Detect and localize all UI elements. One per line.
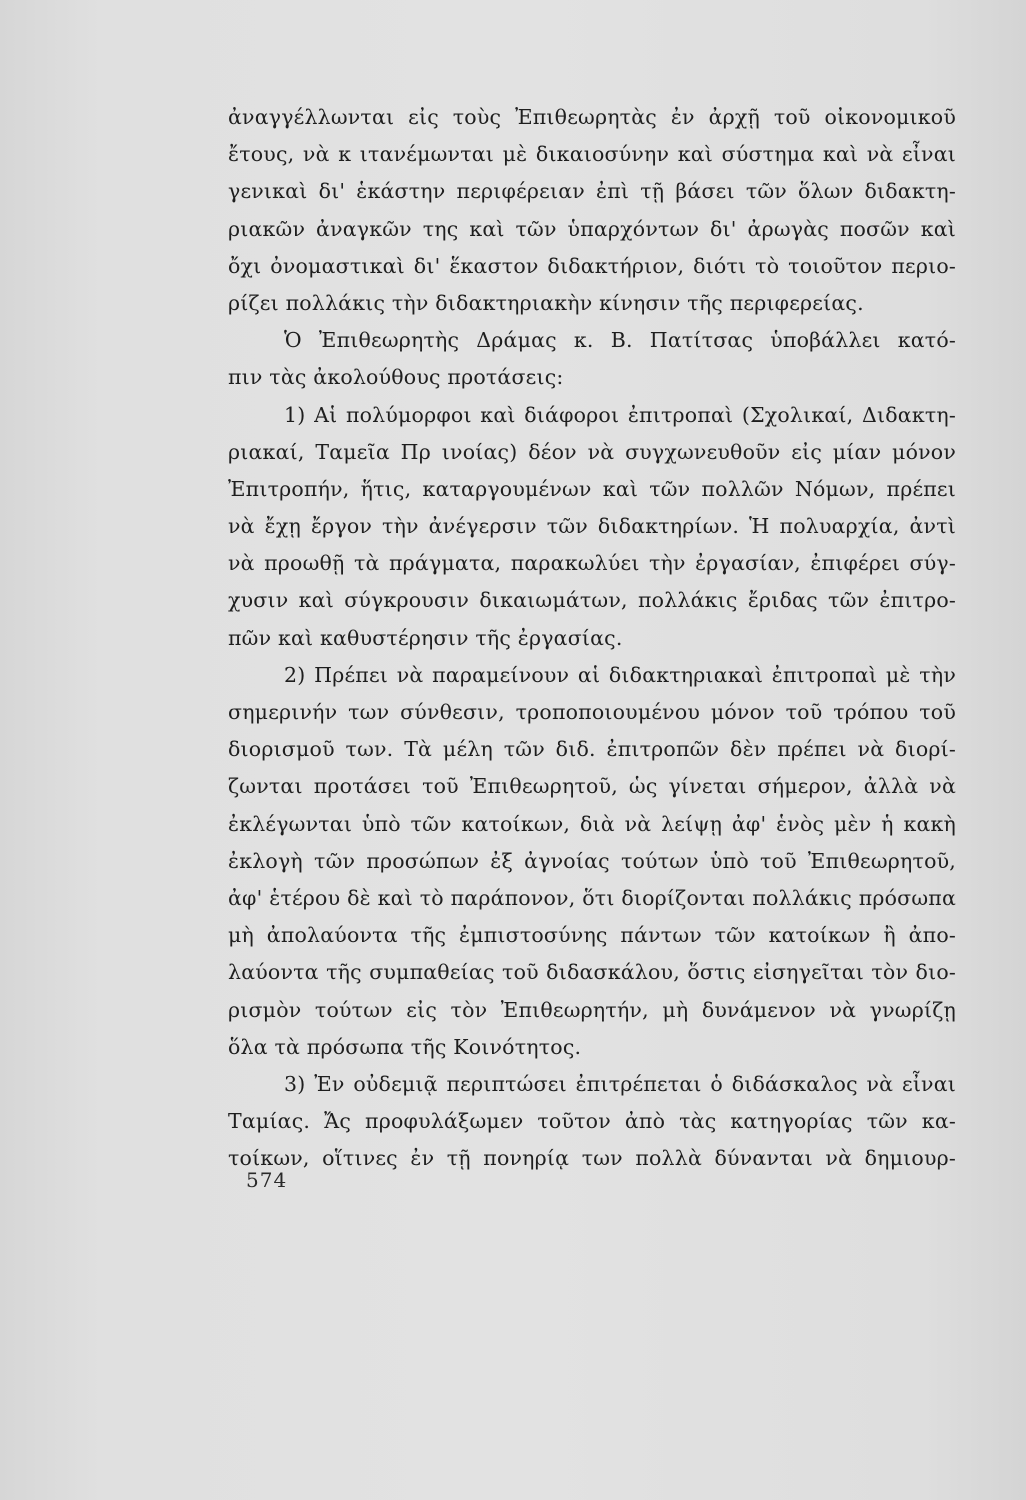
text-line: ὄχι ὀνομαστικαὶ δι' ἕκαστον διδακτήριον, διότι τὸ τοιοῦτον περιο- <box>228 253 956 278</box>
text-line: ἐκλέγωνται ὑπὸ τῶν κατοίκων, διὰ νὰ λείψῃ ἀφ' ἑνὸς μὲν ἡ κακὴ <box>228 811 956 836</box>
text-line: ριακαί, Ταμεῖα Πρ ινοίας) δέον νὰ συγχωνευθοῦν εἰς μίαν μόνον <box>228 439 956 464</box>
text-line: ἔτους, νὰ κ ιτανέμωνται μὲ δικαιοσύνην καὶ σύστημα καὶ νὰ εἶναι <box>228 142 956 167</box>
text-line: σημερινήν των σύνθεσιν, τροποποιουμένου μόνον τοῦ τρόπου τοῦ <box>228 700 956 724</box>
text-line: νὰ προωθῇ τὰ πράγματα, παρακωλύει τὴν ἐργασίαν, ἐπιφέρει σύγ- <box>228 551 956 576</box>
page-number: 574 <box>246 1168 288 1192</box>
text-line: διορισμοῦ των. Τὰ μέλη τῶν διδ. ἐπιτροπῶν δὲν πρέπει νὰ διορί- <box>228 737 956 762</box>
text-line: ὅλα τὰ πρόσωπα τῆς Κοινότητος. <box>228 1034 582 1059</box>
text-line: πιν τὰς ἀκολούθους προτάσεις: <box>228 365 564 390</box>
text-line: Ὁ Ἐπιθεωρητὴς Δράμας κ. Β. Πατίτσας ὑποβάλλει κατό- <box>284 328 956 353</box>
text-line: ἀφ' ἑτέρου δὲ καὶ τὸ παράπονον, ὅτι διορίζονται πολλάκις πρόσωπα <box>228 885 956 910</box>
text-line: 3) Ἐν οὐδεμιᾷ περιπτώσει ἐπιτρέπεται ὁ διδάσκαλος νὰ εἶναι <box>284 1071 956 1096</box>
text-line: 2) Πρέπει νὰ παραμείνουν αἱ διδακτηριακαὶ ἐπιτροπαὶ μὲ τὴν <box>284 662 956 687</box>
text-line: νὰ ἔχῃ ἔργον τὴν ἀνέγερσιν τῶν διδακτηρίων. Ἡ πολυαρχία, ἀντὶ <box>228 514 956 539</box>
text-line: μὴ ἀπολαύοντα τῆς ἐμπιστοσύνης πάντων τῶν κατοίκων ἢ ἀπο- <box>228 923 956 948</box>
text-line: Ἐπιτροπήν, ἥτις, καταργουμένων καὶ τῶν πολλῶν Νόμων, πρέπει <box>228 476 956 501</box>
text-line: πῶν καὶ καθυστέρησιν τῆς ἐργασίας. <box>228 625 623 650</box>
text-line: ρίζει πολλάκις τὴν διδακτηριακὴν κίνησιν τῆς περιφερείας. <box>228 290 864 315</box>
text-line: γενικαὶ δι' ἑκάστην περιφέρειαν ἐπὶ τῇ βάσει τῶν ὅλων διδακτη- <box>228 179 956 204</box>
text-line: ἀναγγέλλωνται εἰς τοὺς Ἐπιθεωρητὰς ἐν ἀρχῇ τοῦ οἰκονομικοῦ <box>228 105 956 129</box>
text-line: τοίκων, οἵτινες ἐν τῇ πονηρίᾳ των πολλὰ δύνανται νὰ δημιουρ- <box>228 1146 956 1171</box>
text-line: ἐκλογὴ τῶν προσώπων ἐξ ἀγνοίας τούτων ὑπὸ τοῦ Ἐπιθεωρητοῦ, <box>228 848 956 873</box>
text-line: λαύοντα τῆς συμπαθείας τοῦ διδασκάλου, ὅστις εἰσηγεῖται τὸν διο- <box>228 960 956 985</box>
text-line: 1) Αἱ πολύμορφοι καὶ διάφοροι ἐπιτροπαὶ (Σχολικαί, Διδακτη- <box>284 402 956 427</box>
text-line: ριακῶν ἀναγκῶν της καὶ τῶν ὑπαρχόντων δι' ἀρωγὰς ποσῶν καὶ <box>228 216 956 241</box>
text-line: Ταμίας. Ἄς προφυλάξωμεν τοῦτον ἀπὸ τὰς κατηγορίας τῶν κα- <box>228 1109 956 1134</box>
body-text <box>228 99 956 1177</box>
text-line: χυσιν καὶ σύγκρουσιν δικαιωμάτων, πολλάκις ἔριδας τῶν ἐπιτρο- <box>228 588 956 613</box>
text-line: ζωνται προτάσει τοῦ Ἐπιθεωρητοῦ, ὡς γίνεται σήμερον, ἀλλὰ νὰ <box>228 774 956 799</box>
text-line: ρισμὸν τούτων εἰς τὸν Ἐπιθεωρητήν, μὴ δυνάμενον νὰ γνωρίζῃ <box>228 997 956 1022</box>
